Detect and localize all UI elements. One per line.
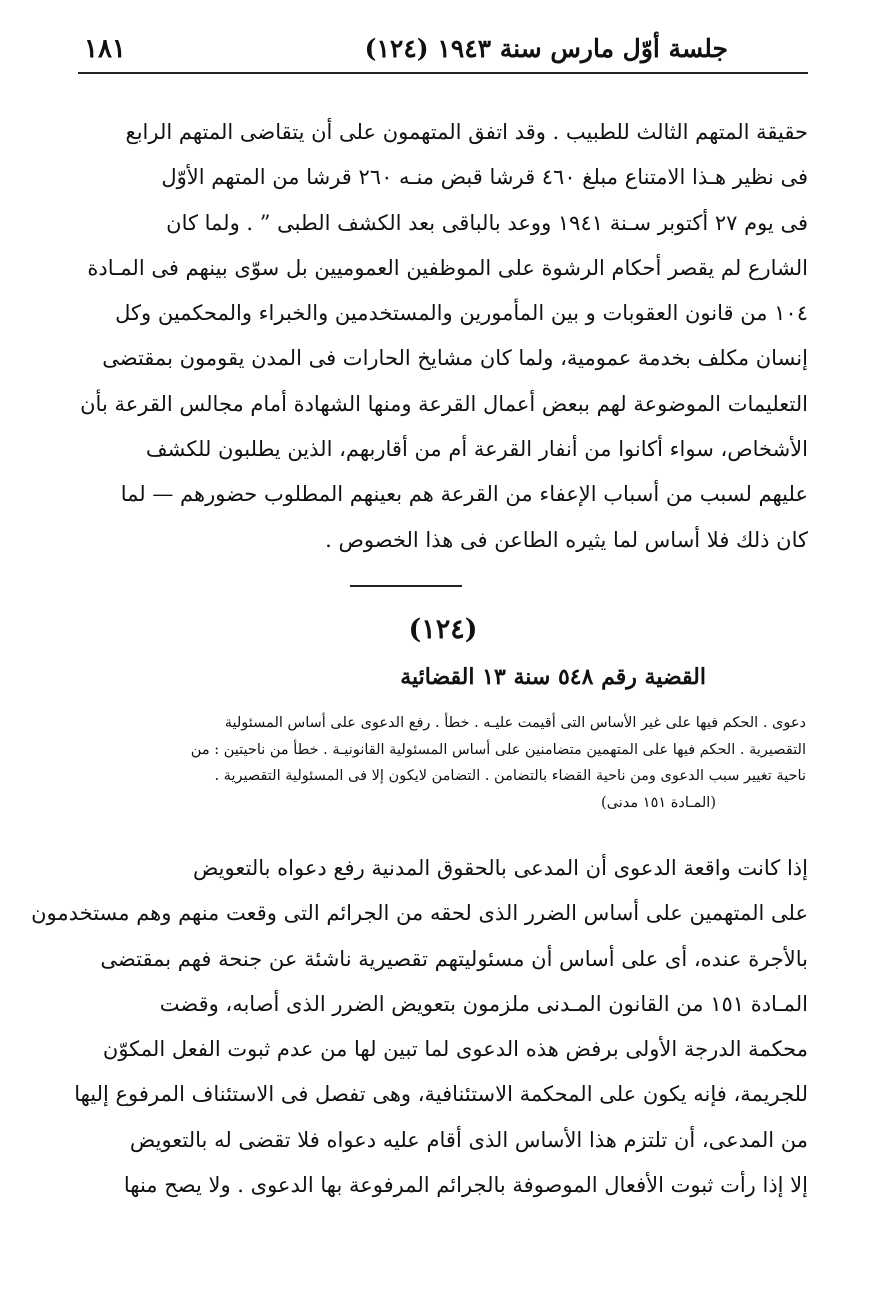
case-number: (١٢٤)	[408, 614, 478, 645]
text-line: إنسان مكلف بخدمة عمومية، ولما كان مشايخ الحارات فى المدن يقومون بمقتضى	[102, 346, 808, 371]
text-line: محكمة الدرجة الأولى برفض هذه الدعوى لما تبين لها من عدم ثبوت الفعل المكوّن	[102, 1037, 808, 1062]
text-line: للجريمة، فإنه يكون على المحكمة الاستئنافية، وهى تفصل فى الاستئناف المرفوع إليها	[74, 1082, 808, 1107]
text-line: على المتهمين على أساس الضرر الذى لحقه من الجرائم التى وقعت منهم وهم مستخدمون	[31, 901, 808, 926]
running-head: جلسة أوّل مارس سنة ١٩٤٣ (١٢٤)	[364, 34, 728, 63]
summary-line: ناحية تغيير سبب الدعوى ومن ناحية القضاء بالتضامن . التضامن لايكون إلا فى المسئولية التقصيرية .	[214, 768, 806, 784]
text-line: فى نظير هـذا الامتناع مبلغ ٤٦٠ قرشا قبض منـه ٢٦٠ قرشا من المتهم الأوّل	[161, 165, 808, 190]
case-summary	[106, 710, 806, 816]
text-line: حقيقة المتهم الثالث للطبيب . وقد اتفق المتهمون على أن يتقاضى المتهم الرابع	[125, 120, 808, 144]
case-title: القضية رقم ٥٤٨ سنة ١٣ القضائية	[400, 664, 706, 690]
case-body-text	[31, 846, 808, 1208]
previous-case-text	[80, 110, 808, 563]
text-line: الشارع لم يقصر أحكام الرشوة على الموظفين العموميين بل سوّى بينهم فى المـادة	[87, 255, 808, 280]
summary-line: دعوى . الحكم فيها على غير الأساس التى أقيمت عليـه . خطأ . رفع الدعوى على أساس المسئولية	[224, 715, 806, 731]
summary-article-reference: (المـادة ١٥١ مدنى)	[601, 794, 716, 811]
text-line: فى يوم ٢٧ أكتوبر سـنة ١٩٤١ ووعد بالباقى بعد الكشف الطبى ” . ولما كان	[166, 210, 808, 235]
section-divider	[350, 585, 462, 587]
text-line: كان ذلك فلا أساس لما يثيره الطاعن فى هذا الخصوص .	[325, 527, 808, 552]
text-line: الأشخاص، سواء أكانوا من أنفار القرعة أم من أقاربهم، الذين يطلبون للكشف	[145, 437, 808, 462]
text-line: من المدعى، أن تلتزم هذا الأساس الذى أقام عليه دعواه فلا تقضى له بالتعويض	[129, 1127, 808, 1152]
header-rule	[78, 72, 808, 74]
text-line: عليهم لسبب من أسباب الإعفاء من القرعة هم بعينهم المطلوب حضورهم — لما	[120, 482, 808, 507]
page-header	[78, 28, 808, 72]
text-line: بالأجرة عنده، أى على أساس أن مسئوليتهم تقصيرية ناشئة عن جنحة فهم بمقتضى	[100, 946, 808, 971]
text-line: إذا كانت واقعة الدعوى أن المدعى بالحقوق المدنية رفع دعواه بالتعويض	[192, 856, 808, 880]
text-line: إلا إذا رأت ثبوت الأفعال الموصوفة بالجرائم المرفوعة بها الدعوى . ولا يصح منها	[123, 1173, 808, 1198]
text-line: المـادة ١٥١ من القانون المـدنى ملزمون بتعويض الضرر الذى أصابه، وقضت	[159, 991, 808, 1016]
summary-line: التقصيرية . الحكم فيها على المتهمين متضامنين على أساس المسئولية القانونيـة . خطأ من ناحيتين : من	[190, 741, 806, 758]
page-number: ١٨١	[84, 34, 126, 64]
text-line: التعليمات الموضوعة لهم ببعض أعمال القرعة ومنها الشهادة أمام مجالس القرعة بأن	[80, 391, 808, 416]
text-line: ١٠٤ من قانون العقوبات و بين المأمورين والمستخدمين والخبراء والمحكمين وكل	[115, 301, 808, 326]
